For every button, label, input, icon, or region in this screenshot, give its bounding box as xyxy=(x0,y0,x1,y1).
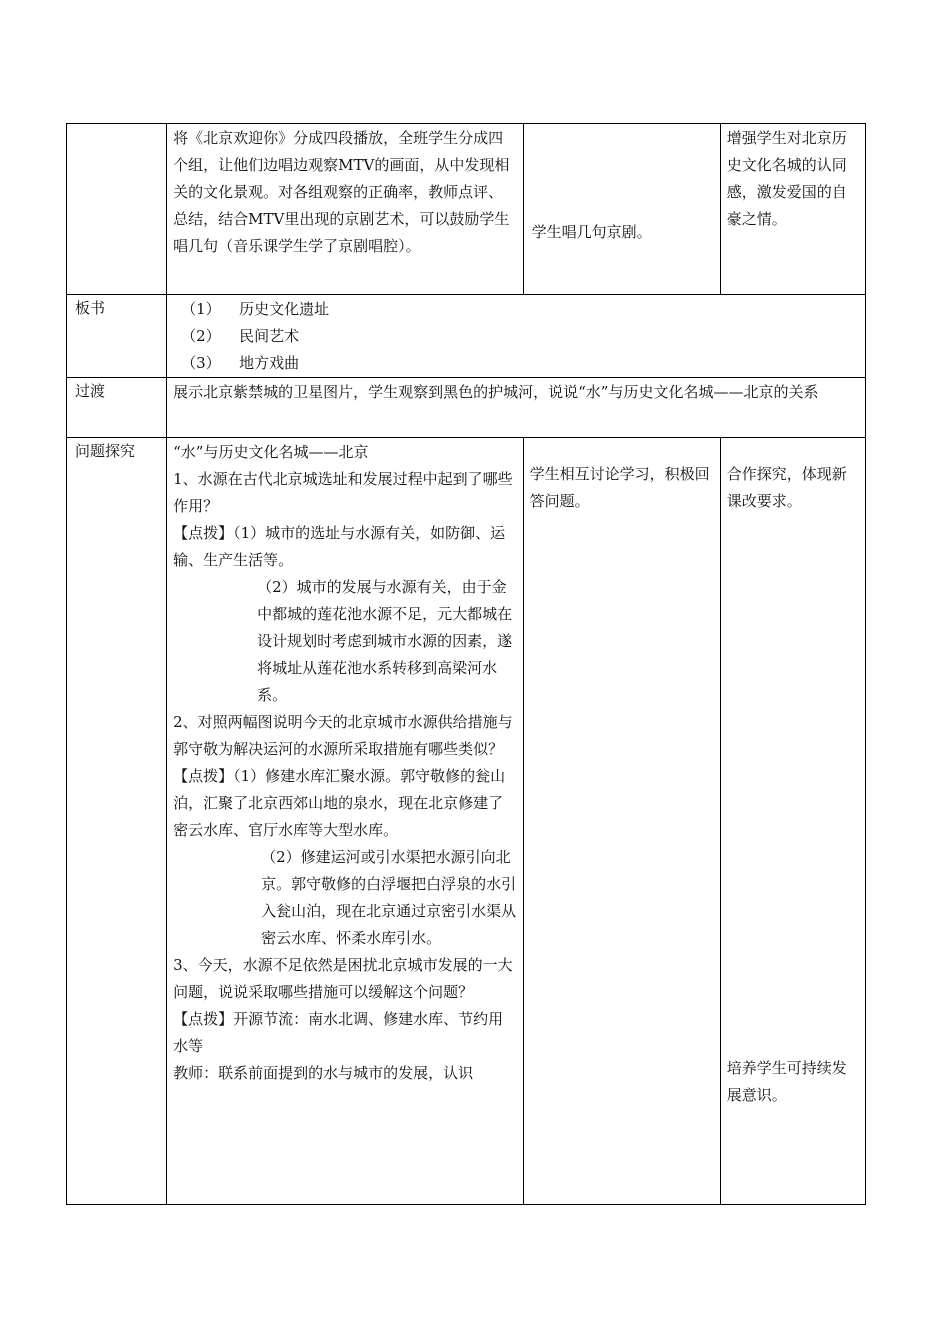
design-intent-text: 增强学生对北京历史文化名城的认同感，激发爱国的自豪之情。 xyxy=(726,129,847,228)
list-item: （3） 地方戏曲 xyxy=(181,354,300,372)
hint-3: 【点拨】开源节流：南水北调、修建水库、节约用水等 xyxy=(173,1010,504,1055)
transition-cell xyxy=(167,378,866,438)
hint-2b: （2）修建运河或引水渠把水源引向北京。郭守敬修的白浮堰把白浮泉的水引入瓮山泊，现在北京通过京密引水渠从密云水库、怀柔水库引水。 xyxy=(261,848,517,947)
board-content-cell xyxy=(167,295,866,378)
table-row xyxy=(67,438,866,1205)
transition-text: 展示北京紫禁城的卫星图片，学生观察到黑色的护城河，说说“水”与历史文化名城——北京的关系 xyxy=(173,383,819,401)
section-title: “水”与历史文化名城——北京 xyxy=(173,443,369,461)
activity-text: 将《北京欢迎你》分成四段播放，全班学生分成四个组，让他们边唱边观察MTV的画面，从中发现相关的文化景观。对各组观察的正确率，教师点评、总结，结合MTV里出现的京剧艺术，可以鼓励学生唱几句（音乐课学生学了京剧唱腔）。 xyxy=(173,129,510,255)
activity-cell xyxy=(167,124,523,295)
student-activity-text: 学生相互讨论学习，积极回答问题。 xyxy=(529,465,710,510)
design-intent-list xyxy=(721,438,865,1109)
student-activity-cell xyxy=(523,438,720,1205)
question-1: 1、水源在古代北京城选址和发展过程中起到了哪些作用？ xyxy=(173,470,513,515)
table-row xyxy=(67,124,866,295)
design-intent-cell xyxy=(720,438,865,1205)
spacer xyxy=(727,515,859,1055)
hint-1b: （2）城市的发展与水源有关，由于金中都城的莲花池水源不足，元大都城在设计规划时考虑到城市水源的因素，遂将城址从莲花池水系转移到高梁河水系。 xyxy=(257,578,513,704)
inquiry-content-cell xyxy=(167,438,523,1205)
teacher-note: 教师：联系前面提到的水与城市的发展，认识 xyxy=(173,1064,474,1082)
student-activity-text: 学生唱几句京剧。 xyxy=(531,223,652,241)
list-item: （1） 历史文化遗址 xyxy=(181,300,330,318)
student-activity-cell xyxy=(523,124,720,295)
row-label-cell xyxy=(67,295,167,378)
row-label-cell xyxy=(67,124,167,295)
hint-1a: 【点拨】（1）城市的选址与水源有关，如防御、运输、生产生活等。 xyxy=(173,524,506,569)
row-label: 问题探究 xyxy=(75,442,136,460)
design-intent-text: 合作探究，体现新课改要求。 xyxy=(726,465,847,510)
question-2: 2、对照两幅图说明今天的北京城市水源供给措施与郭守敬为解决运河的水源所采取措施有哪些类似？ xyxy=(173,713,513,758)
table-row xyxy=(67,378,866,438)
table-row xyxy=(67,295,866,378)
list-item: （2） 民间艺术 xyxy=(181,327,300,345)
design-intent-cell xyxy=(720,124,865,295)
row-label-cell xyxy=(67,438,167,1205)
row-label: 过渡 xyxy=(75,382,106,400)
lesson-plan-table xyxy=(66,123,866,1205)
question-3: 3、今天，水源不足依然是困扰北京城市发展的一大问题，说说采取哪些措施可以缓解这个问题？ xyxy=(173,956,513,1001)
design-intent-text: 培养学生可持续发展意识。 xyxy=(726,1059,847,1104)
board-list xyxy=(167,295,865,377)
row-label-cell xyxy=(67,378,167,438)
hint-2a: 【点拨】（1）修建水库汇聚水源。郭守敬修的瓮山泊，汇聚了北京西郊山地的泉水，现在北京修建了密云水库、官厅水库等大型水库。 xyxy=(173,767,506,839)
row-label: 板书 xyxy=(75,299,106,317)
inquiry-content xyxy=(167,438,522,1087)
